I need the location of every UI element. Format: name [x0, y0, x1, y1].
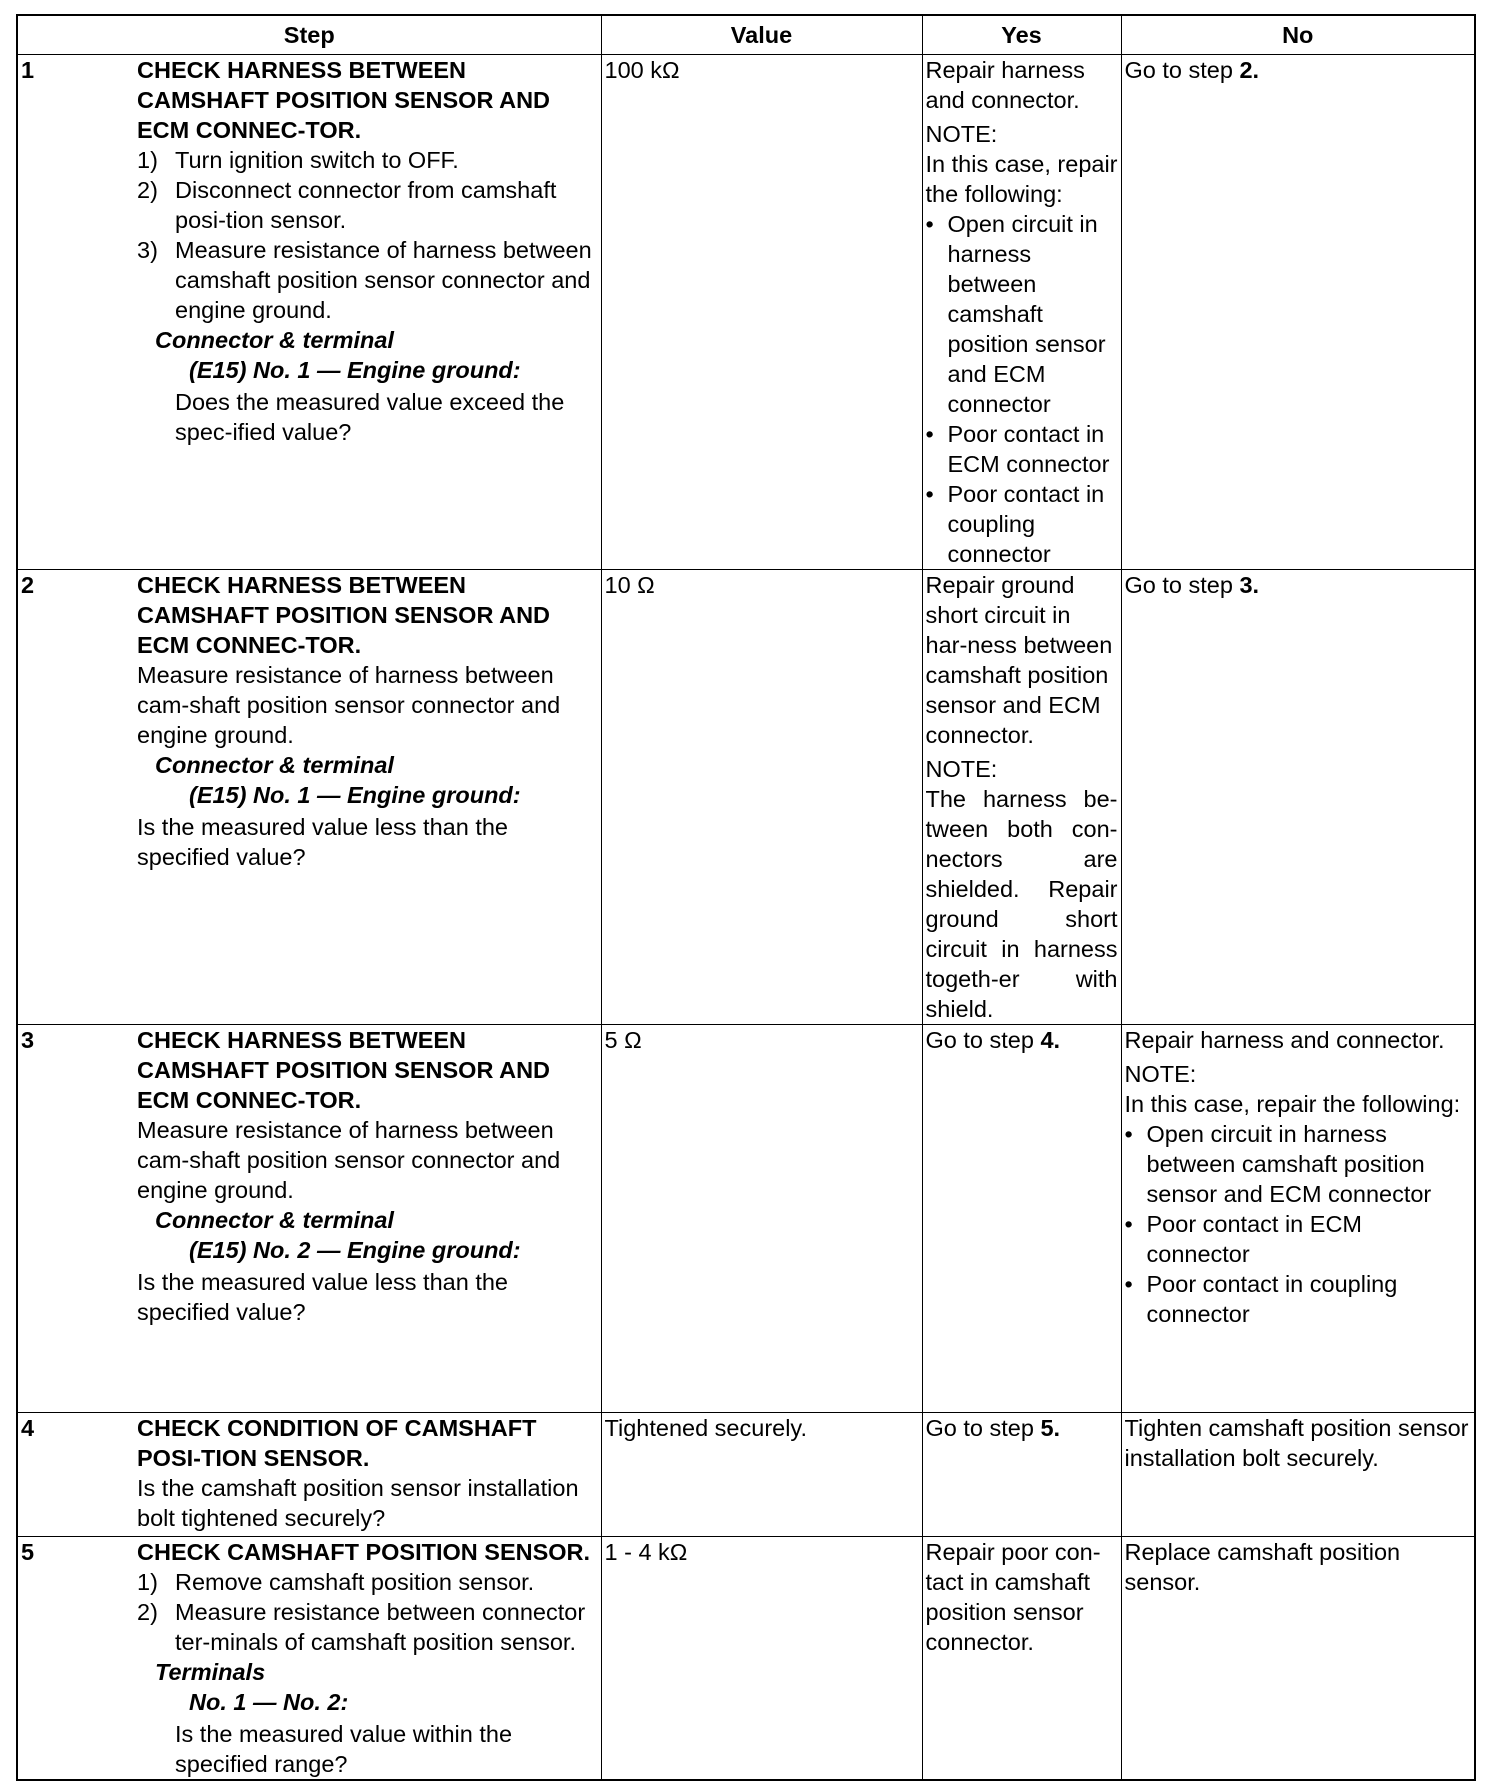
note-label: NOTE: — [925, 121, 998, 147]
yes-cell — [922, 570, 1121, 1025]
step-title: CHECK HARNESS BETWEEN CAMSHAFT POSITION SENSOR AND ECM CONNEC-TOR. — [137, 57, 551, 143]
step-question: Is the measured value less than the specified value? — [137, 1269, 508, 1325]
step-number: 3 — [21, 1027, 35, 1053]
step-question: Does the measured value exceed the spec-ified value? — [175, 389, 565, 445]
step-number: 5 — [21, 1539, 35, 1565]
procedure-item: 1) Turn ignition switch to OFF. — [137, 147, 459, 173]
header-yes: Yes — [922, 15, 1121, 55]
note-text: The harness be-tween both con-nectors are shielded. Repair ground short circuit in harness togeth-er with shield. — [925, 786, 1118, 1022]
terminals-label: Terminals — [155, 1659, 266, 1685]
yes-cell — [922, 55, 1121, 570]
step-description: Measure resistance of harness between cam-shaft position sensor connector and engine ground. — [137, 662, 561, 748]
procedure-list — [137, 1567, 598, 1657]
no-cell — [1121, 1025, 1475, 1413]
connector-terminal-label: Connector & terminal — [155, 1207, 394, 1233]
yes-text: Repair ground short circuit in har-ness between camshaft position sensor and ECM connector. — [925, 572, 1113, 748]
table-row — [17, 1413, 1475, 1537]
step-number: 1 — [21, 57, 35, 83]
step-cell — [17, 1025, 601, 1413]
procedure-list — [137, 145, 598, 325]
step-title: CHECK HARNESS BETWEEN CAMSHAFT POSITION SENSOR AND ECM CONNEC-TOR. — [137, 572, 551, 658]
step-number: 2 — [21, 572, 35, 598]
step-reference: 5. — [1040, 1415, 1061, 1441]
header-no: No — [1121, 15, 1475, 55]
yes-text: Repair harness and connector. — [925, 57, 1085, 113]
connector-terminal-value: (E15) No. 2 — Engine ground: — [189, 1237, 521, 1263]
value-cell: 100 kΩ — [601, 55, 922, 570]
table-row — [17, 570, 1475, 1025]
table-row — [17, 1025, 1475, 1413]
yes-cell: Go to step 5. — [922, 1413, 1121, 1537]
bullet-item: • Open circuit in harness between camshaft position sensor and ECM connector — [925, 211, 1106, 417]
bullet-item: • Poor contact in coupling connector — [1124, 1271, 1398, 1327]
connector-terminal-value: (E15) No. 1 — Engine ground: — [189, 782, 521, 808]
header-row — [17, 15, 1475, 55]
step-cell — [17, 55, 601, 570]
yes-cell: Repair poor con-tact in camshaft position sensor connector. — [922, 1537, 1121, 1781]
table-row — [17, 55, 1475, 570]
value-cell: Tightened securely. — [601, 1413, 922, 1537]
step-number: 4 — [21, 1415, 35, 1441]
no-cell: Tighten camshaft position sensor installation bolt securely. — [1121, 1413, 1475, 1537]
step-title: CHECK CONDITION OF CAMSHAFT POSI-TION SENSOR. — [137, 1415, 537, 1471]
table-row — [17, 1537, 1475, 1781]
bullet-item: • Poor contact in coupling connector — [925, 481, 1105, 567]
header-value: Value — [601, 15, 922, 55]
bullet-item: • Poor contact in ECM connector — [925, 421, 1110, 477]
note-label: NOTE: — [1124, 1061, 1197, 1087]
step-cell — [17, 570, 601, 1025]
connector-terminal-value: (E15) No. 1 — Engine ground: — [189, 357, 521, 383]
procedure-item: 2) Measure resistance between connector ter-minals of camshaft position sensor. — [137, 1599, 586, 1655]
step-question: Is the measured value less than the specified value? — [137, 814, 508, 870]
header-step: Step — [17, 15, 601, 55]
step-cell — [17, 1537, 601, 1781]
note-label: NOTE: — [925, 756, 998, 782]
connector-terminal-label: Connector & terminal — [155, 327, 394, 353]
step-question: Is the camshaft position sensor installation bolt tightened securely? — [137, 1475, 579, 1531]
procedure-item: 3) Measure resistance of harness between camshaft position sensor connector and engine ground. — [137, 237, 592, 323]
procedure-item: 2) Disconnect connector from camshaft posi-tion sensor. — [137, 177, 557, 233]
procedure-item: 1) Remove camshaft position sensor. — [137, 1569, 535, 1595]
note-text: In this case, repair the following: — [925, 151, 1118, 207]
note-text: In this case, repair the following: — [1124, 1091, 1461, 1117]
step-reference: 4. — [1040, 1027, 1061, 1053]
step-cell — [17, 1413, 601, 1537]
terminals-value: No. 1 — No. 2: — [189, 1689, 349, 1715]
diagnostic-table — [16, 14, 1476, 1781]
step-reference: 2. — [1239, 57, 1260, 83]
no-cell: Replace camshaft position sensor. — [1121, 1537, 1475, 1781]
step-question: Is the measured value within the specified range? — [175, 1721, 513, 1777]
no-cell: Go to step 3. — [1121, 570, 1475, 1025]
value-cell: 5 Ω — [601, 1025, 922, 1413]
step-reference: 3. — [1239, 572, 1260, 598]
no-text: Repair harness and connector. — [1124, 1027, 1445, 1053]
connector-terminal-label: Connector & terminal — [155, 752, 394, 778]
value-cell: 1 - 4 kΩ — [601, 1537, 922, 1781]
step-title: CHECK HARNESS BETWEEN CAMSHAFT POSITION SENSOR AND ECM CONNEC-TOR. — [137, 1027, 551, 1113]
value-cell: 10 Ω — [601, 570, 922, 1025]
step-description: Measure resistance of harness between cam-shaft position sensor connector and engine ground. — [137, 1117, 561, 1203]
step-title: CHECK CAMSHAFT POSITION SENSOR. — [137, 1539, 591, 1565]
bullet-item: • Poor contact in ECM connector — [1124, 1211, 1363, 1267]
yes-cell: Go to step 4. — [922, 1025, 1121, 1413]
no-cell: Go to step 2. — [1121, 55, 1475, 570]
bullet-item: • Open circuit in harness between camshaft position sensor and ECM connector — [1124, 1121, 1432, 1207]
